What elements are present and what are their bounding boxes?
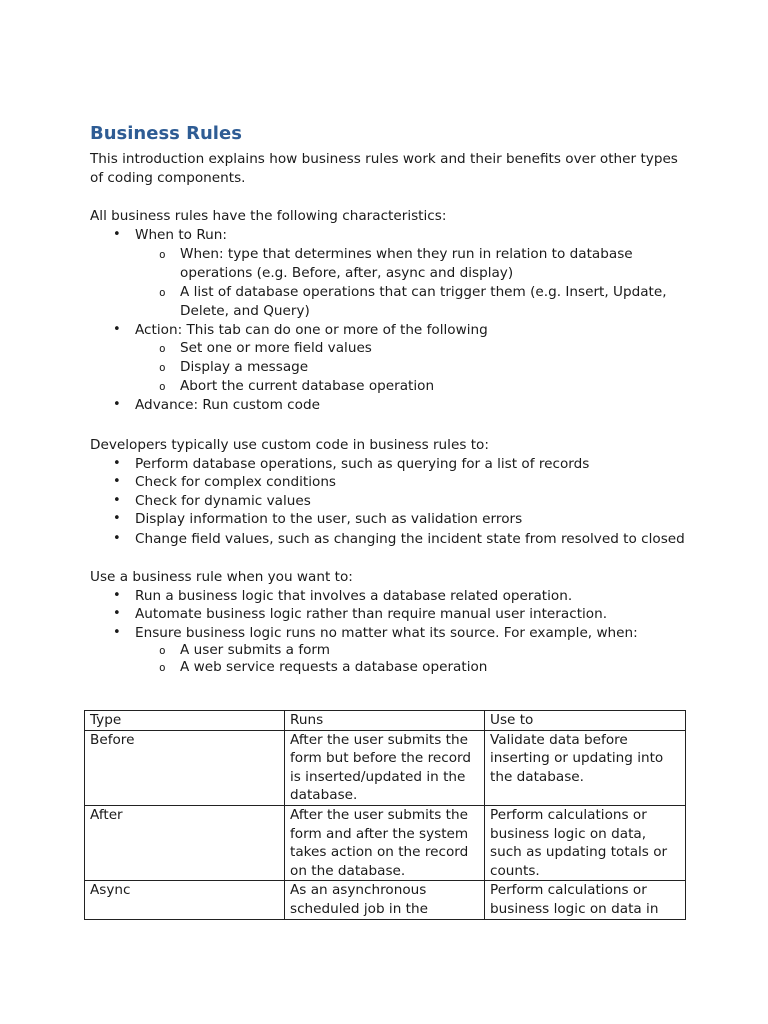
list-item: o Set one or more field values [159, 340, 372, 356]
table-header-row [85, 711, 686, 731]
document-page [90, 122, 690, 676]
table-cell: Before [85, 730, 285, 805]
list-item: • When to Run: o When: type that determines when they run in relation to database operations (e.g. Before, after, async and display) o A list of database operations that can trigger them (e.g. Insert, Update, Delete, and Query) [90, 226, 690, 321]
bullet-icon: • [113, 587, 121, 603]
table-header-cell: Use to [485, 711, 686, 731]
table-row [85, 805, 686, 880]
sub-list [135, 339, 690, 396]
developers-lead: Developers typically use custom code in business rules to: [90, 436, 489, 453]
bullet-icon: o [159, 361, 166, 374]
usage-lead: Use a business rule when you want to: [90, 568, 353, 585]
list-item: o Display a message [159, 359, 309, 375]
list-item: • Action: This tab can do one or more of the following o Set one or more field values o Display a message o Abort the current database operation [90, 321, 690, 397]
business-rule-types-table [84, 710, 686, 920]
bullet-icon: o [159, 247, 166, 261]
list-item: • Advance: Run custom code [113, 397, 320, 413]
bullet-icon: o [159, 661, 166, 674]
bullet-icon: o [159, 644, 166, 657]
bullet-icon: • [113, 455, 121, 471]
bullet-icon: o [159, 342, 166, 355]
list-item: • Change field values, such as changing the incident state from resolved to closed [113, 530, 685, 547]
list-item: o A web service requests a database operation [159, 659, 488, 675]
bullet-icon: • [113, 624, 121, 640]
table-header-cell: Type [85, 711, 285, 731]
bullet-icon: o [159, 285, 166, 299]
list-item: o Abort the current database operation [159, 378, 435, 394]
list-item: o A user submits a form [159, 642, 331, 658]
bullet-icon: • [113, 511, 121, 526]
table-header-cell: Runs [285, 711, 485, 731]
table-cell: After [85, 805, 285, 880]
characteristics-lead: All business rules have the following characteristics: [90, 208, 447, 224]
bullet-icon: • [113, 397, 121, 412]
bullet-icon: • [113, 606, 121, 621]
bullet-icon: • [113, 492, 121, 508]
list-item: • Perform database operations, such as querying for a list of records [113, 455, 590, 472]
list-item: • Check for complex conditions [113, 474, 337, 490]
bullet-icon: • [113, 227, 121, 242]
bullet-icon: o [159, 380, 166, 393]
list-item: • Check for dynamic values [113, 492, 311, 509]
characteristics-list [90, 226, 690, 415]
table-cell: Async [85, 881, 285, 919]
table-cell: Perform calculations or business logic on data in [485, 881, 686, 919]
list-item: • Run a business logic that involves a database related operation. [113, 587, 573, 604]
bullet-icon: • [113, 530, 121, 546]
sub-list [135, 642, 690, 676]
bullet-icon: • [113, 321, 121, 337]
table-cell: Perform calculations or business logic on data, such as updating totals or counts. [485, 805, 686, 880]
usage-list [90, 587, 690, 677]
list-item: • Ensure business logic runs no matter what its source. For example, when: o A user submits a form o A web service requests a database operation [90, 624, 690, 677]
table-row [85, 881, 686, 919]
page-title: Business Rules [90, 123, 242, 144]
intro-paragraph: This introduction explains how business rules work and their benefits over other types of coding components. [90, 151, 678, 186]
list-item: o A list of database operations that can trigger them (e.g. Insert, Update, Delete, and Query) [159, 283, 667, 319]
list-item: • Automate business logic rather than require manual user interaction. [113, 606, 608, 622]
table-row [85, 730, 686, 805]
table-cell: After the user submits the form but before the record is inserted/updated in the database. [285, 730, 485, 805]
bullet-icon: • [113, 474, 121, 489]
list-item: o When: type that determines when they run in relation to database operations (e.g. Before, after, async and display) [159, 245, 633, 281]
sub-list [135, 245, 690, 321]
list-item: • Display information to the user, such as validation errors [113, 511, 523, 527]
developers-list [90, 455, 690, 549]
table-cell: After the user submits the form and after the system takes action on the record on the database. [285, 805, 485, 880]
table-cell: Validate data before inserting or updating into the database. [485, 730, 686, 805]
table-cell: As an asynchronous scheduled job in the [285, 881, 485, 919]
